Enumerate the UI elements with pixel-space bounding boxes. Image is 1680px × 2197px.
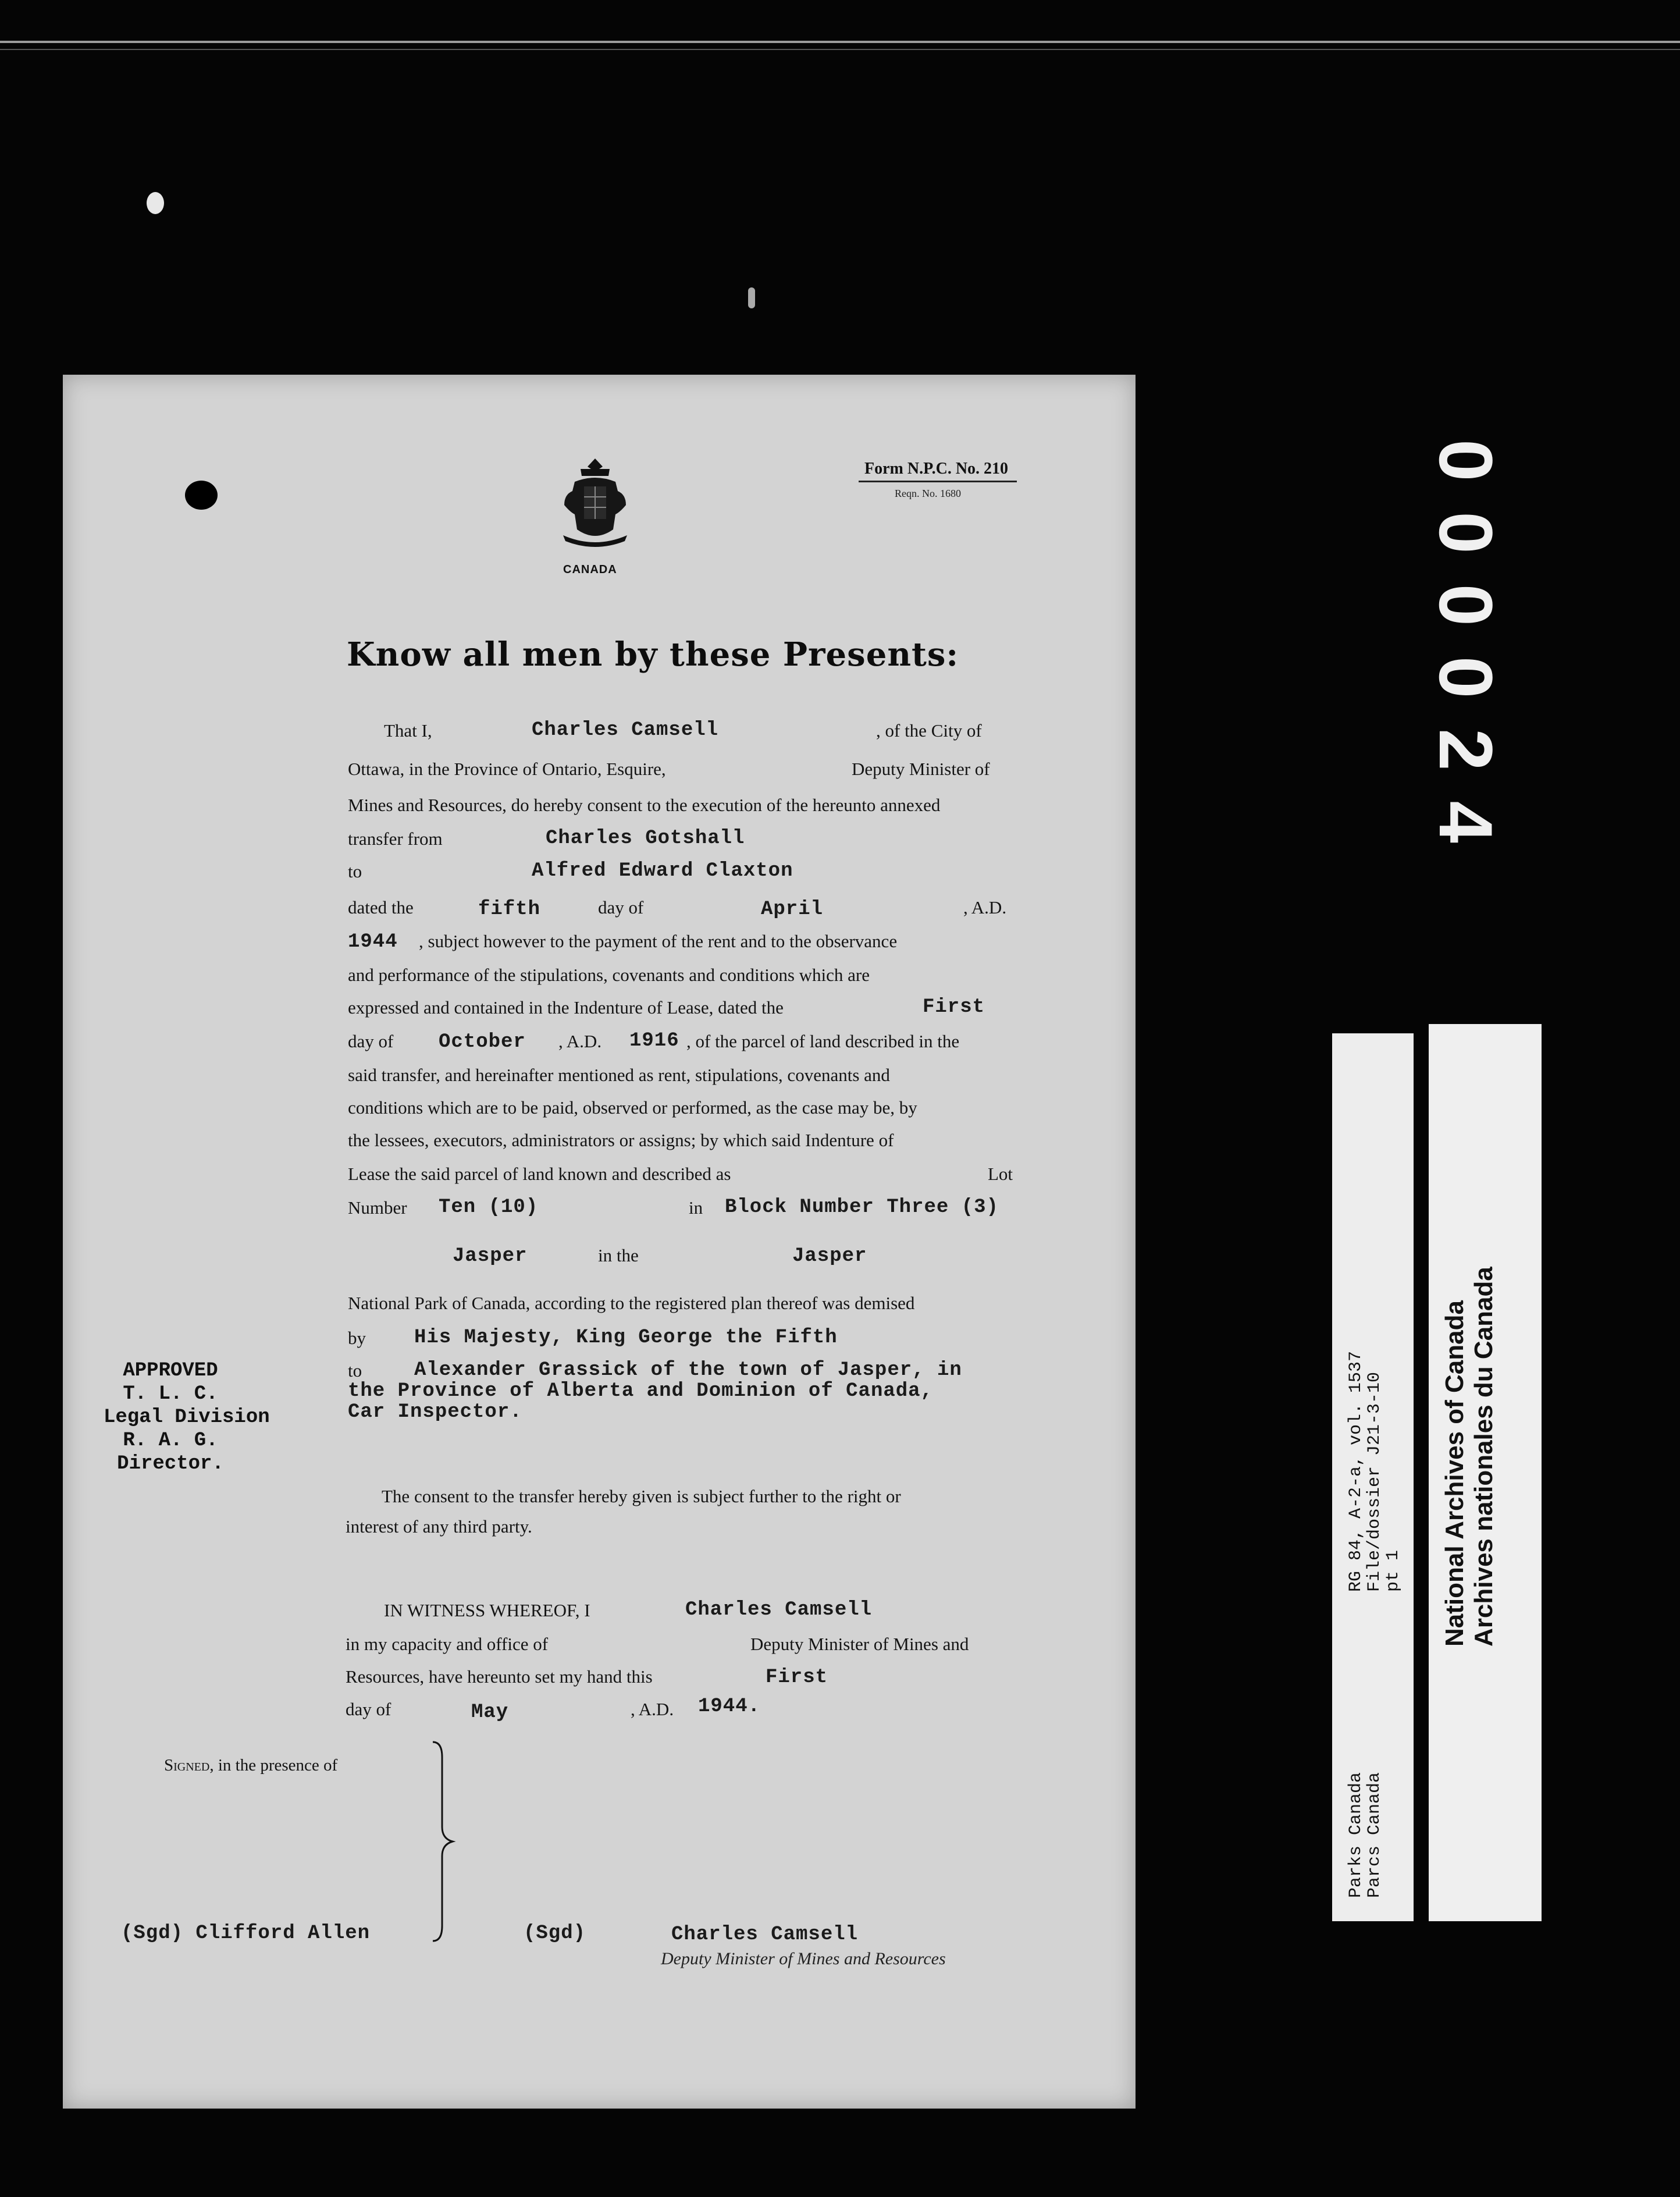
line-14-text-b: Lot <box>988 1164 1013 1184</box>
reference-line-2: File/dossier J21-3-10 <box>1365 1371 1384 1592</box>
archives-name-fr: Archives nationales du Canada <box>1469 1267 1498 1647</box>
line-22-text: The consent to the transfer hereby given is subject further to the right or <box>382 1486 901 1506</box>
line-13-text: the lessees, executors, administrators or assigns; by which said Indenture of <box>348 1130 894 1150</box>
sgd-mark: (Sgd) <box>524 1922 586 1944</box>
line-5-text: to <box>348 861 362 881</box>
signing-month: May <box>471 1701 509 1723</box>
lessee-line-1: Alexander Grassick of the town of Jasper, in <box>414 1359 962 1381</box>
witness-signature: (Sgd) Clifford Allen <box>121 1922 371 1944</box>
line-6-text-b: day of <box>598 897 644 918</box>
lot-number: Ten (10) <box>439 1196 539 1218</box>
witness-line-1: IN WITNESS WHEREOF, I <box>384 1600 590 1620</box>
approval-stamp: APPROVED T. L. C. Legal Division R. A. G. Director. <box>104 1360 270 1475</box>
witness-line-4-b: , A.D. <box>631 1699 674 1719</box>
witness-line-3: Resources, have hereunto set my hand this <box>346 1666 653 1687</box>
lessee-line-3: Car Inspector. <box>348 1401 522 1423</box>
lease-year: 1916 <box>629 1030 679 1052</box>
archives-name-card <box>1429 1024 1542 1921</box>
line-19-text: to <box>348 1360 362 1381</box>
line-2-text: Ottawa, in the Province of Ontario, Esquire, <box>348 759 666 779</box>
line-14-text: Lease the said parcel of land known and described as <box>348 1164 731 1184</box>
reel-number-text: 000024 <box>1423 439 1508 873</box>
line-9-text: expressed and contained in the Indenture of Lease, dated the <box>348 997 784 1018</box>
lease-day: First <box>923 996 985 1018</box>
transferee-name: Alfred Edward Claxton <box>532 860 793 882</box>
signer-title: Deputy Minister of Mines and Resources <box>661 1949 946 1968</box>
line-2-text-b: Deputy Minister of <box>852 759 990 779</box>
line-16-text: in the <box>598 1245 639 1265</box>
line-7-text: , subject however to the payment of the rent and to the observance <box>419 931 898 951</box>
line-15-text-b: in <box>689 1197 703 1218</box>
line-8-text: and performance of the stipulations, covenants and conditions which are <box>348 965 870 985</box>
line-1-text: That I, <box>384 720 432 741</box>
form-number: Form N.P.C. No. 210 <box>864 460 1009 478</box>
document-heading: Know all men by these Presents: <box>347 635 959 674</box>
line-12-text: conditions which are to be paid, observed or performed, as the case may be, by <box>348 1097 917 1118</box>
lease-month: October <box>439 1031 526 1053</box>
reference-line-1: RG 84, A-2-a, vol. 1537 <box>1346 1350 1366 1592</box>
lessee-line-2: the Province of Alberta and Dominion of Canada, <box>348 1380 933 1402</box>
signing-day: First <box>766 1666 828 1688</box>
form-number-rule <box>859 481 1017 482</box>
block-number: Block Number Three (3) <box>725 1196 999 1218</box>
reel-number <box>1423 326 1508 943</box>
transfer-day: fifth <box>478 898 541 920</box>
film-edge-line-2 <box>0 49 1680 50</box>
film-edge-line <box>0 41 1680 43</box>
film-speck <box>748 287 755 308</box>
line-6-text: dated the <box>348 897 414 918</box>
line-18-text: by <box>348 1328 366 1348</box>
archives-name-en: National Archives of Canada <box>1440 1300 1469 1647</box>
line-15-text: Number <box>348 1197 407 1218</box>
signing-year: 1944. <box>698 1695 761 1718</box>
transfer-year: 1944 <box>348 931 398 953</box>
line-10-text-b: , A.D. <box>558 1031 602 1051</box>
archive-reference <box>1341 1266 1411 1708</box>
line-11-text: said transfer, and hereinafter mentioned as rent, stipulations, covenants and <box>348 1065 890 1085</box>
transfer-month: April <box>761 898 824 920</box>
line-17-text: National Park of Canada, according to the registered plan thereof was demised <box>348 1293 915 1313</box>
crest-label: CANADA <box>563 563 617 576</box>
witness-line-4: day of <box>346 1699 391 1719</box>
witness-line-2: in my capacity and office of <box>346 1634 549 1654</box>
film-speck <box>147 192 164 214</box>
department-fr: Parcs Canada <box>1365 1772 1384 1898</box>
line-3-text: Mines and Resources, do hereby consent to the execution of the hereunto annexed <box>348 795 941 815</box>
canada-crest-icon <box>557 456 633 549</box>
document-page <box>63 375 1136 2109</box>
line-23-text: interest of any third party. <box>346 1516 532 1537</box>
signed-presence-label <box>164 1756 337 1775</box>
reference-line-3: pt 1 <box>1383 1549 1403 1592</box>
line-10-text-c: , of the parcel of land described in the <box>686 1031 960 1051</box>
witness-clause-name: Charles Camsell <box>685 1599 873 1621</box>
line-10-text: day of <box>348 1031 394 1051</box>
lessor-name: His Majesty, King George the Fifth <box>414 1327 838 1349</box>
signed-label: Signed <box>164 1756 210 1775</box>
signer-name: Charles Camsell <box>671 1924 859 1946</box>
park-name: Jasper <box>792 1245 867 1267</box>
line-4-text: transfer from <box>348 829 443 849</box>
consenting-party-name: Charles Camsell <box>532 719 719 741</box>
department-en: Parks Canada <box>1346 1772 1366 1898</box>
hole-punch-mark <box>185 481 218 510</box>
line-1-text-b: , of the City of <box>876 720 982 741</box>
witness-line-2-b: Deputy Minister of Mines and <box>750 1634 969 1654</box>
line-6-text-c: , A.D. <box>963 897 1007 918</box>
presence-label: , in the presence of <box>209 1756 338 1775</box>
signature-brace <box>429 1740 458 1943</box>
archive-reference-card <box>1332 1033 1414 1921</box>
town-name: Jasper <box>453 1245 528 1267</box>
requisition-number: Reqn. No. 1680 <box>895 488 961 499</box>
transferor-name: Charles Gotshall <box>546 827 745 849</box>
